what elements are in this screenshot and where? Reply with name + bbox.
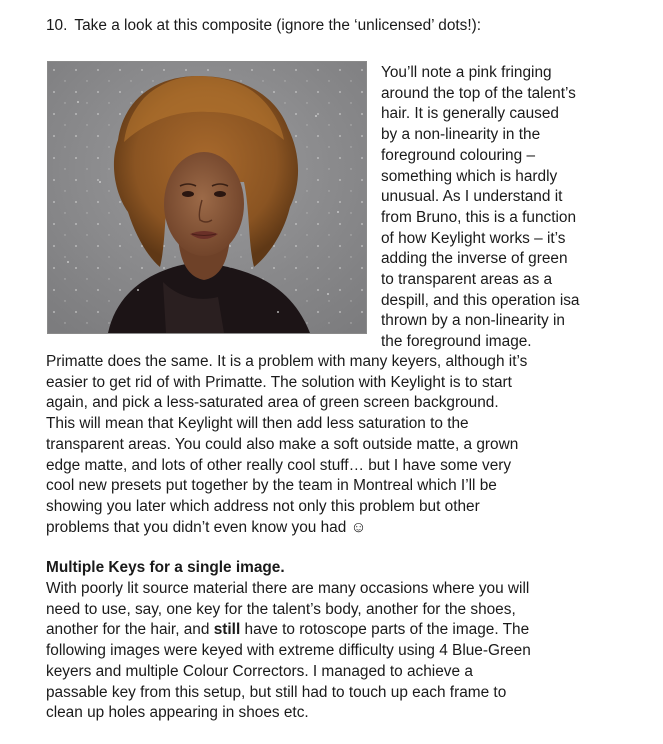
paragraph-line: again, and pick a less-saturated area of green screen background. (46, 394, 499, 412)
paragraph-line: easier to get rid of with Primatte. The solution with Keylight is to start (46, 373, 512, 391)
item-number: 10. (46, 17, 68, 34)
paragraph-line: With poorly lit source material there are many occasions where you will (46, 580, 530, 597)
paragraph-line (46, 620, 656, 641)
side-line: unusual. As I understand it (381, 188, 563, 206)
paragraph-line: following images were keyed with extreme difficulty using 4 Blue-Green (46, 642, 531, 660)
side-line: despill, and this operation isa (381, 291, 580, 309)
text-run: another for the hair, and (46, 621, 214, 639)
side-line: thrown by a non-linearity in (381, 312, 565, 330)
paragraph-line: cool new presets put together by the team in Montreal which I’ll be (46, 477, 497, 495)
paragraph-line: This will mean that Keylight will then add less saturation to the (46, 415, 469, 433)
item-heading (46, 16, 481, 37)
emphasis-text: still (213, 621, 241, 639)
side-line: You’ll note a pink fringing (381, 64, 552, 81)
side-line: the foreground image. (381, 333, 532, 351)
side-line: adding the inverse of green (381, 250, 568, 268)
side-line: hair. It is generally caused (381, 105, 559, 123)
side-line: foreground colouring – (381, 146, 536, 164)
continued-paragraph (46, 352, 656, 538)
paragraph-line: keyers and multiple Colour Correctors. I managed to achieve a (46, 662, 473, 680)
paragraph-line: need to use, say, one key for the talent’s body, another for the shoes, (46, 600, 516, 618)
side-line: to transparent areas as a (381, 271, 553, 289)
paragraph-line: passable key from this setup, but still had to touch up each frame to (46, 683, 507, 701)
side-line: from Bruno, this is a function (381, 208, 577, 226)
paragraph-line: transparent areas. You could also make a soft outside matte, a grown (46, 435, 519, 453)
side-line: of how Keylight works – it’s (381, 229, 566, 247)
side-line: by a non-linearity in the (381, 126, 541, 144)
paragraph-line: showing you later which address not only this problem but other (46, 497, 480, 515)
side-paragraph (381, 63, 651, 353)
paragraph-line: problems that you didn’t even know you had ☺ (46, 518, 367, 536)
side-line: around the top of the talent’s (381, 84, 576, 102)
item-heading-text: Take a look at this composite (ignore the ‘unlicensed’ dots!): (74, 17, 482, 34)
paragraph-line: clean up holes appearing in shoes etc. (46, 704, 309, 722)
section-paragraph (46, 579, 656, 724)
section-heading: Multiple Keys for a single image. (46, 559, 285, 576)
composite-photo (47, 61, 367, 334)
side-line: something which is hardly (381, 167, 558, 185)
paragraph-line: Primatte does the same. It is a problem with many keyers, although it’s (46, 353, 528, 370)
text-run: have to rotoscope parts of the image. The (240, 621, 530, 639)
paragraph-line: edge matte, and lots of other really cool stuff… but I have some very (46, 456, 512, 474)
